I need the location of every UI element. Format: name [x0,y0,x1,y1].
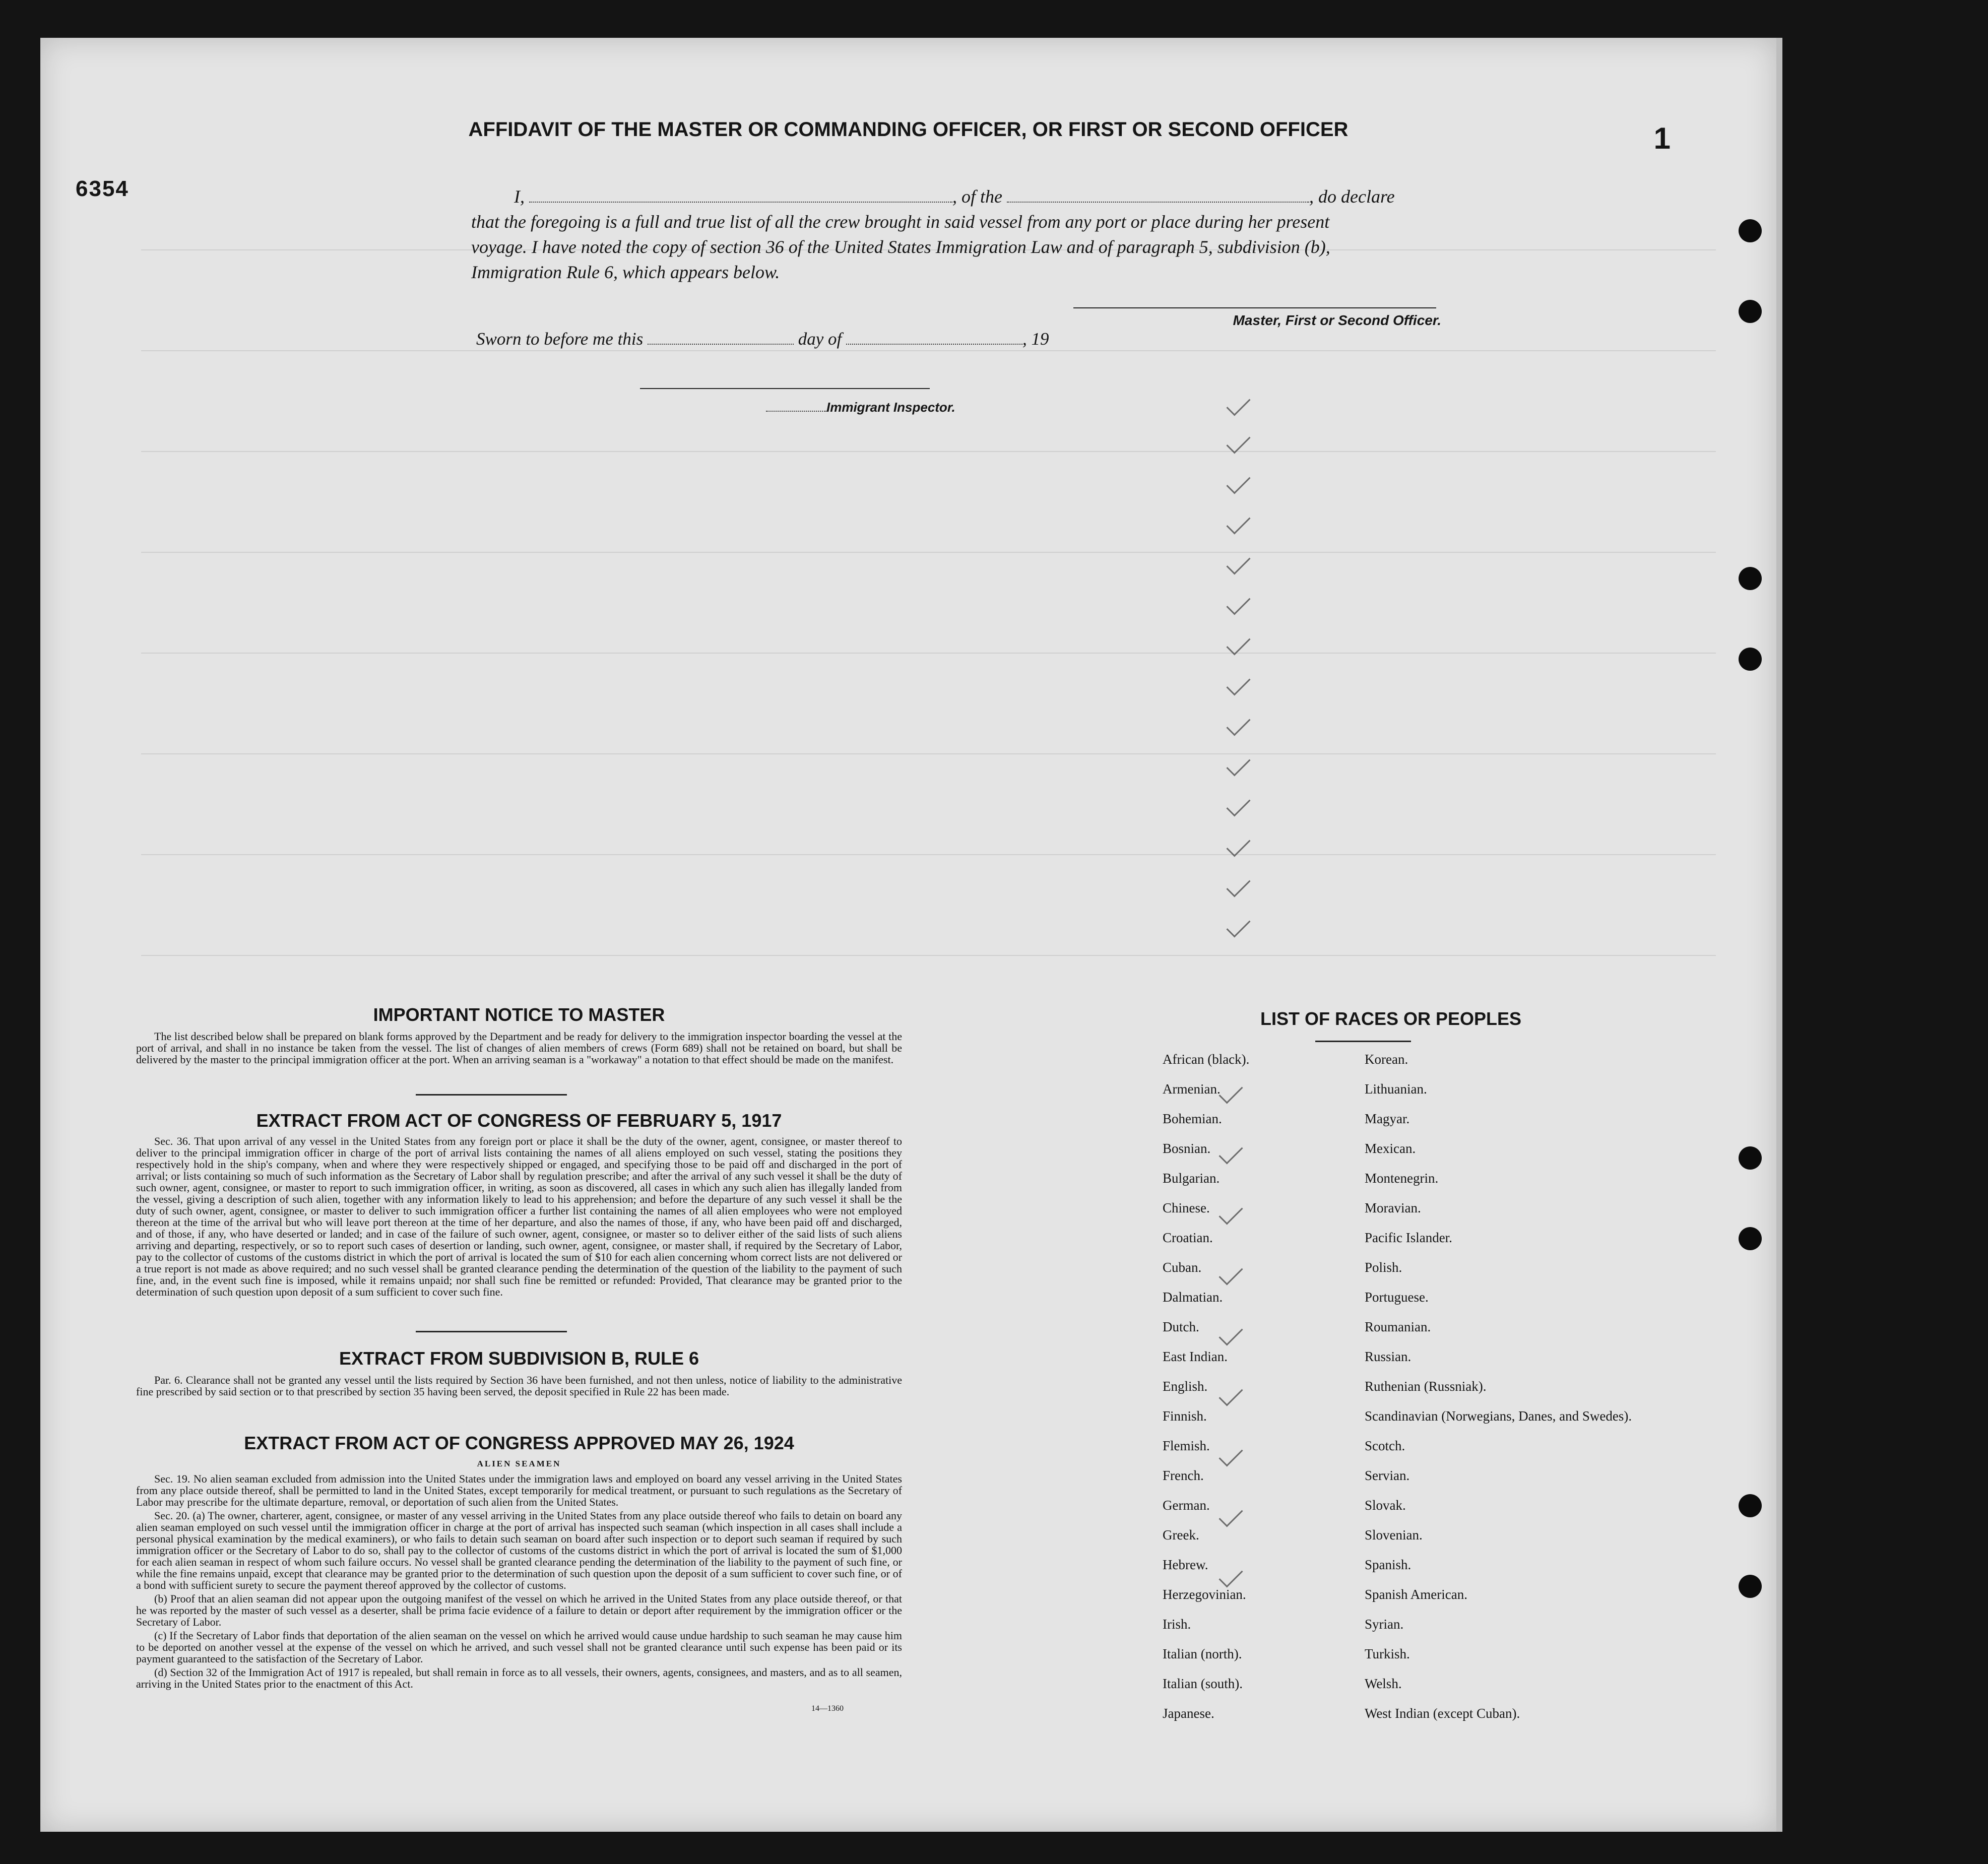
section-divider [416,1331,567,1332]
check-mark-icon [1226,712,1250,736]
extract-1917-title: EXTRACT FROM ACT OF CONGRESS OF FEBRUARY 5, 1917 [256,1110,782,1131]
race-item: Finnish. [1163,1408,1207,1424]
race-item: Pacific Islander. [1365,1230,1452,1245]
race-item: Italian (south). [1163,1676,1243,1691]
race-item: Bosnian. [1163,1141,1211,1156]
affidavit-declare: , do declare [1309,186,1395,207]
extract-1924-title: EXTRACT FROM ACT OF CONGRESS APPROVED MAY 26, 1924 [244,1433,794,1453]
notice-title: IMPORTANT NOTICE TO MASTER [373,1004,665,1025]
race-item: Herzegovinian. [1163,1587,1246,1602]
race-item: Moravian. [1365,1200,1421,1215]
race-item: African (black). [1163,1052,1250,1067]
race-item: Montenegrin. [1365,1171,1439,1186]
binder-hole [1739,219,1762,242]
race-item: Dutch. [1163,1319,1199,1334]
day-blank [648,328,794,345]
bleed-rule [141,451,1716,452]
race-item: Slovak. [1365,1498,1406,1513]
race-item: Scotch. [1365,1438,1405,1453]
race-item: Cuban. [1163,1260,1202,1275]
extract-1924-text [136,1473,902,1692]
sworn-day-of: day of [798,329,842,349]
affidavit-of-the: , of the [952,186,1002,207]
race-item: Welsh. [1365,1676,1402,1691]
check-mark-icon [1226,671,1250,695]
signature-label: Master, First or Second Officer. [1233,312,1441,328]
race-item: Roumanian. [1365,1319,1431,1334]
check-mark-icon [1226,591,1250,615]
sworn-year: , 19 [1022,329,1049,349]
race-item: Bohemian. [1163,1111,1222,1126]
month-blank [846,328,1022,345]
race-item: Magyar. [1365,1111,1410,1126]
check-mark-icon [1226,913,1250,937]
race-item: Hebrew. [1163,1557,1208,1572]
extract-rule6-paragraph: Par. 6. Clearance shall not be granted any vessel until the lists required by Section 36 have been furnished, and not then unless, notice of liability to the administrative fine prescribed by said section or to that prescribed by section 35 having been served, the deposit specified in Rule 22 has been made. [136,1374,902,1398]
race-item: Slovenian. [1365,1527,1423,1542]
race-item: Scandinavian (Norwegians, Danes, and Swedes). [1365,1408,1632,1424]
race-item: Spanish American. [1365,1587,1467,1602]
extract-1917-text [136,1135,902,1300]
binder-hole [1739,1146,1762,1170]
extract-1924-subtitle: ALIEN SEAMEN [477,1459,561,1468]
race-item: Mexican. [1365,1141,1416,1156]
section-divider [416,1094,567,1096]
sworn-line [476,328,1049,349]
extract-1924-paragraph: (d) Section 32 of the Immigration Act of 1917 is repealed, but shall remain in force as to all vessels, their owners, agents, consignees, and masters, and as to all seamen, arriving in the United States prior to the enactment of this Act. [136,1666,902,1690]
race-item: Chinese. [1163,1200,1210,1215]
race-item: Japanese. [1163,1706,1214,1721]
affidavit-text [471,184,1441,285]
form-code: 14—1360 [811,1704,844,1713]
race-item: Irish. [1163,1617,1191,1632]
check-mark-icon [1226,752,1250,776]
inspector-signature-line [640,388,930,389]
race-item: Dalmatian. [1163,1290,1223,1305]
bleed-rule [141,753,1716,754]
inspector-label-row [766,400,955,415]
corner-mark: 1 [1653,121,1671,155]
check-mark-icon [1226,832,1250,857]
bleed-rule [141,653,1716,654]
races-left-column [1163,1052,1354,1736]
check-mark-icon [1226,631,1250,655]
check-mark-icon [1226,792,1250,816]
races-right-column [1365,1052,1647,1736]
race-item: Portuguese. [1365,1290,1429,1305]
signature-line [1073,307,1436,308]
check-mark-icon [1226,392,1250,416]
race-item: German. [1163,1498,1210,1513]
race-item: Servian. [1365,1468,1410,1483]
binder-hole [1739,648,1762,671]
extract-rule6-text [136,1374,902,1399]
extract-1924-paragraph: Sec. 20. (a) The owner, charterer, agent, consignee, or master of any vessel arriving in the United States from any place outside thereof who fails to detain on board any alien seaman employed on such vessel until the immigration officer in charge at the port of arrival has inspected such seaman (which inspection in all cases shall include a personal physical examination by the medical examiners), or who fails to detain such seaman on board after such inspection or to deport such seaman if required by such immigration officer or the Secretary of Labor to do so, shall pay to the collector of customs of the customs district in which the port of arrival is located the sum of $1,000 for each alien seaman in respect of whom such failure occurs. No vessel shall be granted clearance pending the determination of the liability to the payment of such fine, or while the fine remains unpaid, except that clearance may be granted prior to the determination of such question upon the deposit of a sum sufficient to cover such fine, or of a bond with sufficient surety to secure the payment thereof approved by the collector of customs. [136,1509,902,1591]
affidavit-line-4: Immigration Rule 6, which appears below. [471,262,780,282]
race-item: Flemish. [1163,1438,1210,1453]
check-mark-icon [1226,873,1250,897]
inspector-blank [766,411,826,412]
bleed-rule [141,552,1716,553]
sworn-prefix: Sworn to before me this [476,329,644,349]
check-mark-icon [1226,550,1250,574]
race-item: Turkish. [1365,1646,1410,1661]
extract-rule6-title: EXTRACT FROM SUBDIVISION B, RULE 6 [339,1348,699,1369]
race-item: Croatian. [1163,1230,1213,1245]
check-mark-icon [1226,429,1250,454]
race-item: Ruthenian (Russniak). [1365,1379,1487,1394]
race-item: Spanish. [1365,1557,1412,1572]
bleed-rule [141,350,1716,351]
affidavit-line-2: that the foregoing is a full and true list of all the crew brought in said vessel from any port or place during her present [471,212,1330,232]
bleed-rule [141,955,1716,956]
affidavit-i: I, [514,186,525,207]
race-item: Polish. [1365,1260,1402,1275]
extract-1924-paragraph: (b) Proof that an alien seaman did not appear upon the outgoing manifest of the vessel on which he arrived in the United States from any place outside thereof, or that he was reported by the master of such vessel as a deserter, shall be prima facie evidence of a failure to detain or deport after requirement by the immigration officer or the Secretary of Labor. [136,1592,902,1628]
race-item: English. [1163,1379,1208,1394]
affidavit-title: AFFIDAVIT OF THE MASTER OR COMMANDING OFFICER, OR FIRST OR SECOND OFFICER [468,118,1349,141]
race-item: Italian (north). [1163,1646,1242,1661]
extract-1924-paragraph: (c) If the Secretary of Labor finds that deportation of the alien seaman on the vessel on which he arrived would cause undue hardship to such seaman he may cause him to be deported on another vessel at the expense of the vessel on which he arrived, and such vessel shall not be granted clearance until such expense has been paid or its payment guaranteed to the satisfaction of the Secretary of Labor. [136,1629,902,1665]
races-title: LIST OF RACES OR PEOPLES [1260,1008,1522,1029]
binder-hole [1739,567,1762,590]
binder-hole [1739,1494,1762,1517]
race-item: Armenian. [1163,1081,1221,1097]
bleed-rule [141,854,1716,855]
binder-hole [1739,1575,1762,1598]
race-item: Lithuanian. [1365,1081,1427,1097]
race-item: Greek. [1163,1527,1199,1542]
notice-paragraph: The list described below shall be prepared on blank forms approved by the Department and be ready for delivery to the immigration inspector boarding the vessel at the port of arrival, and shall in no instance be taken from the vessel. The list of changes of alien members of crews (Form 689) shall not be retained on board, but shall be delivered by the master to the principal immigration officer at the port. When an arriving seaman is a "workaway" a notation to that effect should be made on the manifest. [136,1030,902,1066]
race-item: East Indian. [1163,1349,1228,1364]
inspector-label: Immigrant Inspector. [826,400,955,415]
extract-1917-paragraph: Sec. 36. That upon arrival of any vessel in the United States from any foreign port or place it shall be the duty of the owner, agent, consignee, or master thereof to deliver to the principal immigration officer in charge of the port of arrival lists containing the names of all aliens employed on such vessel, stating the positions they respectively hold in the ship's company, when and where they were respectively shipped or engaged, and specifying those to be paid off and discharged in the port of arrival; or lists containing so much of such information as the Secretary of Labor shall by regulation prescribe; and after the arrival of any such vessel it shall be the duty of such owner, agent, consignee, or master to report to such immigration officer, in writing, as soon as discovered, all cases in which any such alien has illegally landed from the vessel, giving a description of such alien, together with any information likely to lead to his apprehension; and before the departure of any such vessel it shall be the duty of such owner, agent, consignee, or master to deliver to such immigration officer a further list containing the names of all alien employees who were not employed thereon at the time of the arrival but who will leave port thereon at the time of her departure, and also the names of those, if any, who have been paid off and discharged, and of those, if any, who have deserted or landed; and in case of the failure of such owner, agent, consignee, or master so to deliver either of the said lists of such aliens arriving and departing, respectively, or so to report such cases of desertion or landing, such owner, agent, consignee, or master shall, if required by the Secretary of Labor, pay to the collector of customs of the customs district in which the port of arrival is located the sum of $10 for each alien concerning whom correct lists are not delivered or a true report is not made as above required; and no such vessel shall be granted clearance pending the determination of the question of the liability to the payment of such fine, and, in the event such fine is imposed, while it remains unpaid; nor shall such fine be remitted or refunded: Provided, That clearance may be granted prior to the determination of such question upon deposit of a sum sufficient to cover such fine. [136,1135,902,1298]
race-item: Bulgarian. [1163,1171,1220,1186]
affidavit-line-3: voyage. I have noted the copy of section 36 of the United States Immigration Law and of paragraph 5, subdivision (b), [471,237,1330,257]
binder-hole [1739,300,1762,323]
race-item: Syrian. [1365,1617,1404,1632]
race-item: Korean. [1365,1052,1408,1067]
race-item: Russian. [1365,1349,1412,1364]
name-blank [529,185,952,203]
races-title-rule [1315,1041,1411,1042]
check-mark-icon [1226,470,1250,494]
extract-1924-paragraph: Sec. 19. No alien seaman excluded from admission into the United States under the immigration laws and employed on board any vessel arriving in the United States from any place outside thereof, shall be permitted to land in the United States, except temporarily for medical treatment, or pursuant to such regulations as the Secretary of Labor may prescribe for the ultimate departure, removal, or deportation of such alien from the United States. [136,1472,902,1508]
vessel-blank [1007,185,1309,203]
document-page [40,38,1782,1832]
binder-hole [1739,1227,1762,1250]
check-mark-icon [1226,510,1250,534]
race-item: French. [1163,1468,1204,1483]
page-reference-number: 6354 [76,176,129,201]
notice-text [136,1031,902,1067]
race-item: West Indian (except Cuban). [1365,1706,1520,1721]
